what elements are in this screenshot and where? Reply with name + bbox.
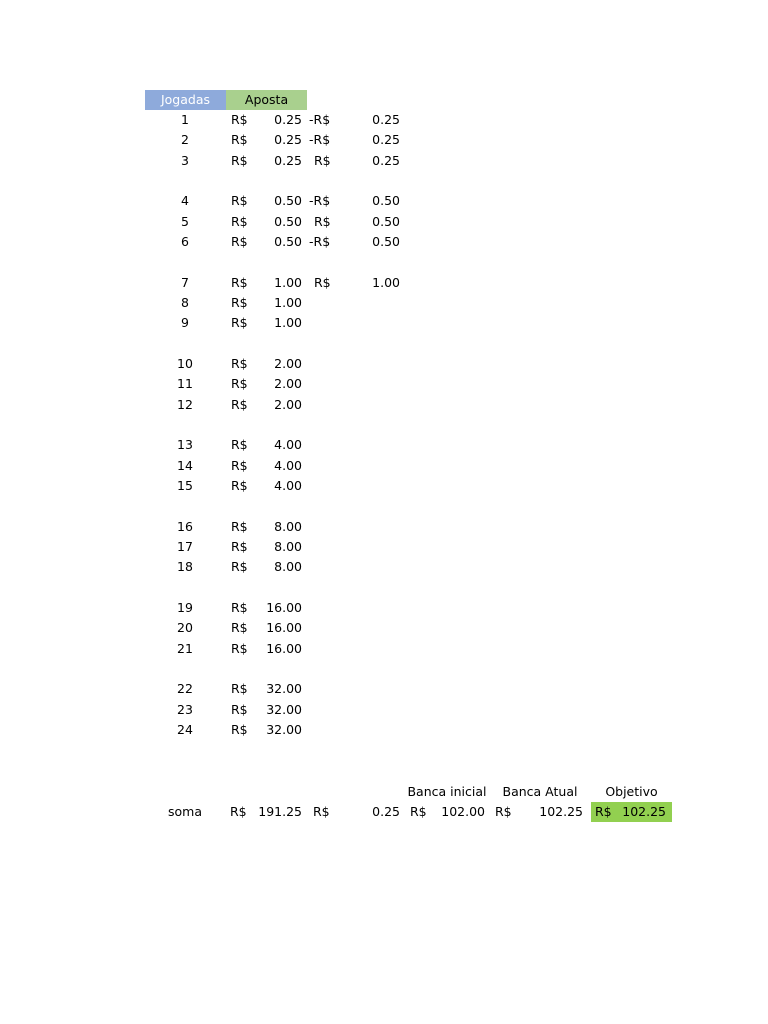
jogada-number[interactable]: 12 <box>177 397 193 412</box>
jogada-number[interactable]: 19 <box>177 600 193 615</box>
aposta-value[interactable]: 32.00 <box>266 681 302 696</box>
resultado-currency-symbol: R$ <box>314 214 331 229</box>
jogada-number[interactable]: 16 <box>177 519 193 534</box>
jogada-number[interactable]: 9 <box>181 315 189 330</box>
aposta-value[interactable]: 1.00 <box>274 295 302 310</box>
jogada-number[interactable]: 14 <box>177 458 193 473</box>
jogada-number[interactable]: 11 <box>177 376 193 391</box>
aposta-value[interactable]: 32.00 <box>266 722 302 737</box>
jogada-number[interactable]: 21 <box>177 641 193 656</box>
resultado-currency <box>309 191 330 211</box>
resultado-sign: - <box>309 234 314 249</box>
resultado-sign: - <box>309 132 314 147</box>
aposta-currency[interactable]: R$ <box>231 112 248 127</box>
banca-inicial-value[interactable]: 102.00 <box>441 804 485 819</box>
resultado-currency <box>309 110 330 130</box>
aposta-currency[interactable]: R$ <box>231 620 248 635</box>
aposta-value[interactable]: 0.50 <box>274 193 302 208</box>
resultado-sign: - <box>309 112 314 127</box>
aposta-value[interactable]: 2.00 <box>274 397 302 412</box>
aposta-currency[interactable]: R$ <box>231 600 248 615</box>
jogada-number[interactable]: 18 <box>177 559 193 574</box>
aposta-value[interactable]: 32.00 <box>266 702 302 717</box>
aposta-currency[interactable]: R$ <box>231 193 248 208</box>
aposta-currency[interactable]: R$ <box>231 315 248 330</box>
resultado-currency-symbol: R$ <box>313 234 331 249</box>
aposta-value[interactable]: 8.00 <box>274 539 302 554</box>
resultado-value: 1.00 <box>372 275 400 290</box>
objetivo-value: 102.25 <box>622 804 666 819</box>
jogada-number[interactable]: 22 <box>177 681 193 696</box>
aposta-currency[interactable]: R$ <box>231 641 248 656</box>
resultado-cell[interactable] <box>308 232 400 252</box>
aposta-currency[interactable]: R$ <box>231 458 248 473</box>
jogada-number[interactable]: 6 <box>181 234 189 249</box>
resultado-currency <box>309 232 330 252</box>
aposta-value[interactable]: 16.00 <box>266 641 302 656</box>
resultado-currency-symbol: R$ <box>314 153 331 168</box>
banca-inicial-label[interactable]: Banca inicial <box>407 784 487 799</box>
resultado-value: 0.25 <box>372 132 400 147</box>
aposta-currency[interactable]: R$ <box>231 519 248 534</box>
jogada-number[interactable]: 7 <box>181 275 189 290</box>
jogada-number[interactable]: 3 <box>181 153 189 168</box>
resultado-value: 0.25 <box>372 112 400 127</box>
resultado-currency-symbol: R$ <box>313 132 331 147</box>
aposta-value[interactable]: 0.50 <box>274 234 302 249</box>
aposta-currency[interactable]: R$ <box>231 478 248 493</box>
jogada-number[interactable]: 5 <box>181 214 189 229</box>
banca-atual-currency[interactable]: R$ <box>495 804 512 819</box>
jogada-number[interactable]: 15 <box>177 478 193 493</box>
aposta-currency[interactable]: R$ <box>231 214 248 229</box>
aposta-value[interactable]: 1.00 <box>274 275 302 290</box>
jogada-number[interactable]: 4 <box>181 193 189 208</box>
aposta-currency[interactable]: R$ <box>231 559 248 574</box>
resultado-currency <box>309 130 330 150</box>
aposta-currency[interactable]: R$ <box>231 376 248 391</box>
aposta-value[interactable]: 2.00 <box>274 356 302 371</box>
resultado-value: 0.50 <box>372 214 400 229</box>
resultado-currency-symbol: R$ <box>313 193 331 208</box>
resultado-cell[interactable] <box>308 212 400 232</box>
resultado-currency-symbol: R$ <box>314 275 331 290</box>
resultado-cell[interactable] <box>308 151 400 171</box>
aposta-currency[interactable]: R$ <box>231 437 248 452</box>
jogada-number[interactable]: 2 <box>181 132 189 147</box>
banca-inicial-currency[interactable]: R$ <box>410 804 427 819</box>
aposta-value[interactable]: 8.00 <box>274 559 302 574</box>
jogada-number[interactable]: 20 <box>177 620 193 635</box>
jogada-number[interactable]: 23 <box>177 702 193 717</box>
aposta-value[interactable]: 16.00 <box>266 620 302 635</box>
header-jogadas[interactable]: Jogadas <box>145 90 226 110</box>
soma-resultado-currency[interactable]: R$ <box>313 804 330 819</box>
soma-resultado-total[interactable]: 0.25 <box>372 804 400 819</box>
resultado-cell[interactable] <box>308 273 400 293</box>
aposta-value[interactable]: 16.00 <box>266 600 302 615</box>
resultado-value: 0.50 <box>372 193 400 208</box>
aposta-currency[interactable]: R$ <box>231 722 248 737</box>
aposta-currency[interactable]: R$ <box>231 539 248 554</box>
aposta-value[interactable]: 2.00 <box>274 376 302 391</box>
resultado-cell[interactable] <box>308 110 400 130</box>
objetivo-label[interactable]: Objetivo <box>605 784 658 799</box>
aposta-value[interactable]: 4.00 <box>274 437 302 452</box>
aposta-currency[interactable]: R$ <box>231 397 248 412</box>
aposta-value[interactable]: 0.25 <box>274 112 302 127</box>
banca-atual-value[interactable]: 102.25 <box>539 804 583 819</box>
jogada-number[interactable]: 1 <box>181 112 189 127</box>
aposta-value[interactable]: 0.25 <box>274 153 302 168</box>
resultado-currency <box>314 273 331 293</box>
aposta-value[interactable]: 1.00 <box>274 315 302 330</box>
jogada-number[interactable]: 8 <box>181 295 189 310</box>
aposta-value[interactable]: 0.50 <box>274 214 302 229</box>
aposta-currency[interactable]: R$ <box>231 234 248 249</box>
resultado-value: 0.50 <box>372 234 400 249</box>
aposta-value[interactable]: 4.00 <box>274 478 302 493</box>
jogada-number[interactable]: 17 <box>177 539 193 554</box>
banca-atual-label[interactable]: Banca Atual <box>502 784 578 799</box>
aposta-currency[interactable]: R$ <box>231 132 248 147</box>
aposta-value[interactable]: 8.00 <box>274 519 302 534</box>
soma-aposta-total[interactable]: 191.25 <box>258 804 302 819</box>
aposta-currency[interactable]: R$ <box>231 356 248 371</box>
aposta-currency[interactable]: R$ <box>231 275 248 290</box>
resultado-currency <box>314 212 331 232</box>
resultado-currency-symbol: R$ <box>313 112 331 127</box>
aposta-value[interactable]: 0.25 <box>274 132 302 147</box>
aposta-currency[interactable]: R$ <box>231 295 248 310</box>
aposta-value[interactable]: 4.00 <box>274 458 302 473</box>
soma-aposta-currency[interactable]: R$ <box>230 804 247 819</box>
aposta-currency[interactable]: R$ <box>231 681 248 696</box>
jogada-number[interactable]: 10 <box>177 356 193 371</box>
resultado-cell[interactable] <box>308 130 400 150</box>
objetivo-currency: R$ <box>595 804 612 819</box>
aposta-currency[interactable]: R$ <box>231 153 248 168</box>
resultado-value: 0.25 <box>372 153 400 168</box>
resultado-cell[interactable] <box>308 191 400 211</box>
jogada-number[interactable]: 24 <box>177 722 193 737</box>
soma-label[interactable]: soma <box>168 804 202 819</box>
header-aposta[interactable]: Aposta <box>226 90 307 110</box>
resultado-sign: - <box>309 193 314 208</box>
aposta-currency[interactable]: R$ <box>231 702 248 717</box>
jogada-number[interactable]: 13 <box>177 437 193 452</box>
objetivo-cell[interactable] <box>591 802 672 822</box>
resultado-currency <box>314 151 331 171</box>
